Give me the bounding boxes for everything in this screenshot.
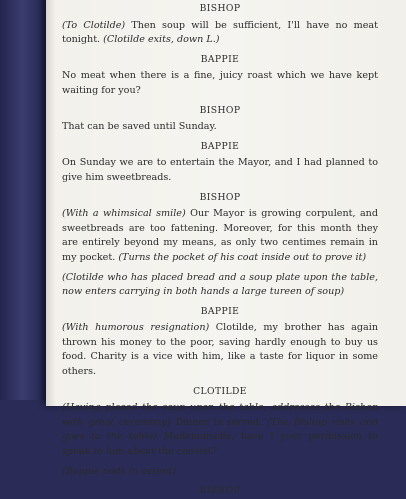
dialogue-text: Clotilde, my brother has again thrown his money to the poor, saving hardly enough to buy us food. Charity is a vice with him, like a taste for liquor in some others. [62, 322, 378, 378]
dialogue-paragraph [62, 69, 378, 98]
dialogue-paragraph [62, 120, 378, 135]
dialogue-paragraph [62, 271, 378, 300]
stage-direction: (To Clotilde) [62, 19, 126, 31]
dialogue-text: On Sunday we are to entertain the Mayor, and I had planned to give him sweetbreads. [62, 157, 378, 183]
dialogue-text: Dinner is served. [170, 416, 267, 428]
stage-direction: (Clotilde exits, down L.) [103, 34, 220, 46]
dialogue-text: Then soup will be sufficient, I'll have no meat tonight. [62, 19, 378, 46]
speaker-name: CLOTILDE [193, 385, 247, 397]
speaker-name: BAPPIE [200, 140, 240, 152]
speaker-name: BISHOP [199, 3, 241, 14]
script-text [62, 2, 378, 497]
dialogue-paragraph [62, 465, 378, 480]
dialogue-text: That can be saved until Sunday. [62, 121, 217, 133]
speaker-name-cutoff: BISHOP [199, 485, 241, 497]
dialogue-paragraph [62, 401, 378, 459]
speaker-name: BAPPIE [200, 53, 240, 65]
stage-direction: (Bappie nods in assent) [62, 465, 176, 477]
speaker-name: BAPPIE [200, 305, 240, 317]
stage-direction: (With a whimsical smile) [62, 208, 186, 220]
stage-direction: (Clotilde who has placed bread and a soup plate upon the table, now enters carrying in both hands a large tureen of soup) [62, 271, 378, 298]
stage-direction: (The Bishop rises and goes to the table) [62, 416, 378, 443]
dialogue-paragraph [62, 156, 378, 185]
dialogue-text: Mademoiselle, have I your permission to speak to him about the convict? [62, 431, 378, 458]
dialogue-text: No meat when there is a fine, juicy roast which we have kept waiting for you? [62, 70, 378, 96]
stage-direction: (Turns the pocket of his coat inside out to prove it) [118, 251, 367, 263]
dialogue-paragraph [62, 207, 378, 265]
book-page [46, 0, 406, 497]
stage-direction: (Having placed the soup upon the table, addresses the Bishop with great ceremony) [62, 402, 378, 428]
dialogue-paragraph [62, 19, 378, 48]
dialogue-text: Our Mayor is growing corpulent, and sweetbreads are too fattening. Moreover, for this month they are entirely beyond my means, as only two centimes remain in my pocket. [62, 208, 378, 263]
speaker-name: BISHOP [199, 104, 241, 116]
dialogue-paragraph [62, 321, 378, 379]
speaker-name: BISHOP [199, 191, 241, 203]
stage-direction: (With humorous resignation) [62, 322, 210, 334]
